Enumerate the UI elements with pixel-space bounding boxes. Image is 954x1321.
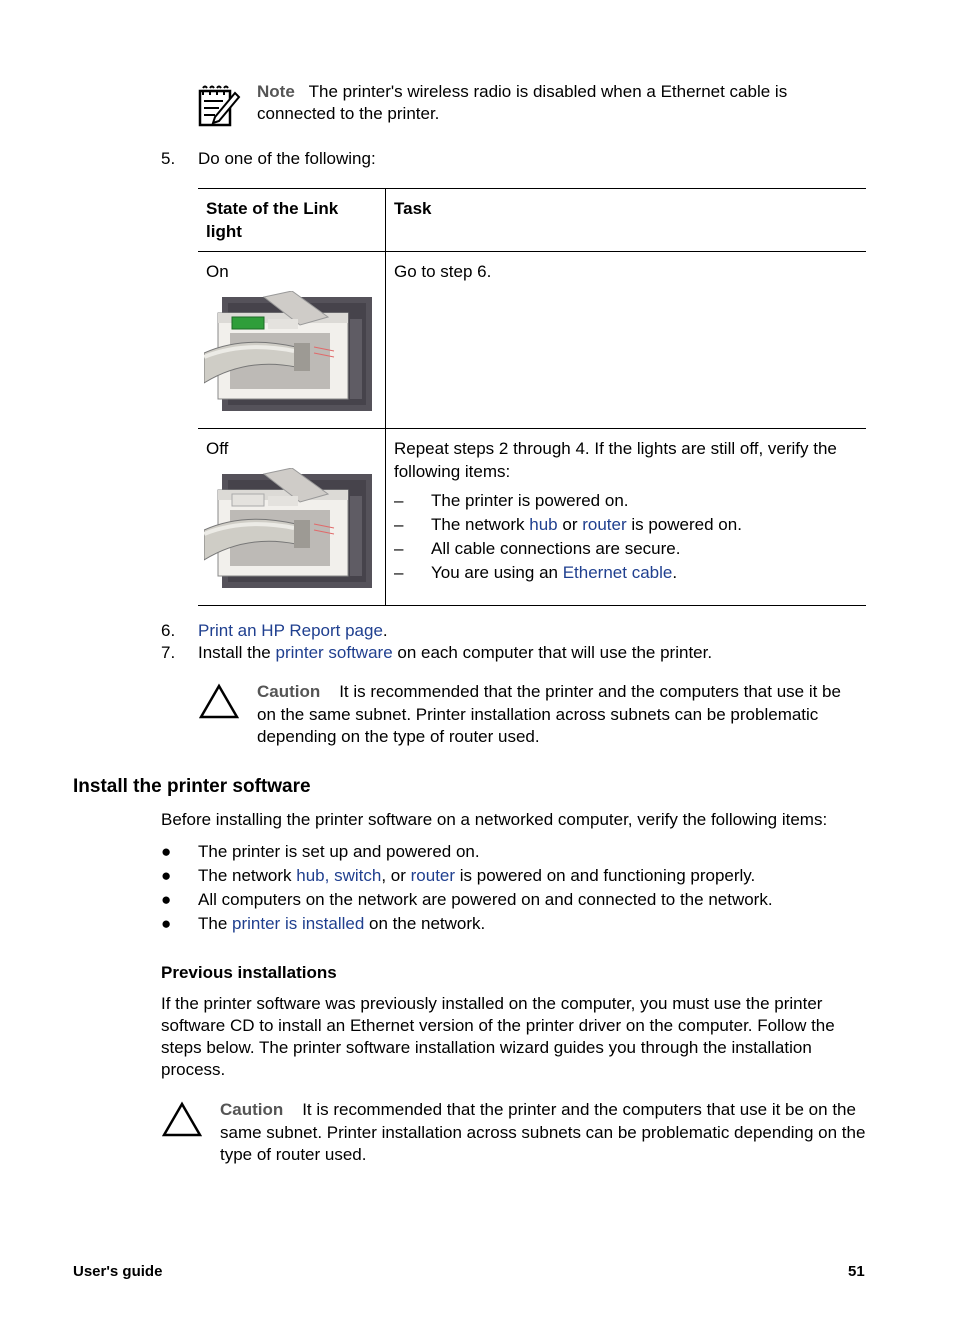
step-text bbox=[198, 620, 388, 642]
requirements-list bbox=[161, 840, 861, 936]
item-text: The network bbox=[431, 515, 530, 534]
step-number: 5. bbox=[161, 149, 176, 168]
caution-icon bbox=[199, 683, 239, 725]
list-item bbox=[394, 537, 858, 561]
step-number: 7. bbox=[161, 643, 176, 662]
list-item bbox=[394, 561, 858, 585]
step-number: 6. bbox=[161, 621, 176, 640]
section-intro: Before installing the printer software on a networked computer, verify the following items: bbox=[161, 810, 828, 829]
printer-installed-link[interactable]: printer is installed bbox=[232, 914, 365, 933]
state-cell-off bbox=[198, 429, 386, 606]
dash-mark: – bbox=[394, 515, 404, 534]
state-off-label: Off bbox=[206, 439, 229, 458]
task-off-intro: Repeat steps 2 through 4. If the lights are still off, verify the following items: bbox=[394, 439, 837, 481]
dash-mark: – bbox=[394, 539, 404, 558]
router-link[interactable]: router bbox=[582, 515, 627, 534]
header-state: State of the Link light bbox=[198, 189, 386, 252]
task-cell-off bbox=[386, 429, 867, 606]
bullet-mark: ● bbox=[161, 914, 172, 933]
item-text: The printer is powered on. bbox=[431, 491, 629, 510]
task-cell-on: Go to step 6. bbox=[394, 262, 492, 281]
note-text: The printer's wireless radio is disabled when a Ethernet cable is connected to the printer. bbox=[257, 82, 788, 123]
table-row bbox=[198, 252, 866, 429]
previous-installations-text: If the printer software was previously installed on the computer, you must use the printer software CD to install an Ethernet version of the printer driver on the computer. Follow the steps below. The printer software installation wizard guides you through the installation process. bbox=[161, 994, 835, 1079]
page-number: 51 bbox=[848, 1263, 865, 1280]
item-text: . bbox=[672, 563, 678, 582]
item-text: is powered on. bbox=[626, 515, 742, 534]
caution-block bbox=[220, 1099, 868, 1167]
hub-link[interactable]: hub bbox=[529, 515, 558, 534]
item-text: The bbox=[198, 914, 233, 933]
bullet-mark: ● bbox=[161, 890, 172, 909]
item-text: All computers on the network are powered on and connected to the network. bbox=[198, 890, 773, 909]
caution-icon bbox=[162, 1101, 202, 1143]
caution-text: It is recommended that the printer and the computers that use it be on the same subnet. Printer installation across subnets can be problematic depending on the type of router used. bbox=[220, 1100, 866, 1164]
list-item bbox=[161, 840, 861, 864]
item-text: You are using an bbox=[431, 563, 563, 582]
table-row bbox=[198, 429, 866, 606]
step-text-post: on each computer that will use the printer. bbox=[392, 643, 713, 662]
section-heading: Install the printer software bbox=[73, 776, 311, 797]
state-on-label: On bbox=[206, 262, 229, 281]
dash-mark: – bbox=[394, 491, 404, 510]
bullet-mark: ● bbox=[161, 842, 172, 861]
caution-label: Caution bbox=[220, 1100, 284, 1119]
item-text: The network bbox=[198, 866, 297, 885]
ethernet-cable-link[interactable]: Ethernet cable bbox=[562, 563, 673, 582]
dash-mark: – bbox=[394, 563, 404, 582]
subsection-heading: Previous installations bbox=[161, 963, 337, 982]
router-link[interactable]: router bbox=[410, 866, 456, 885]
hub-link[interactable]: hub bbox=[296, 866, 325, 885]
item-text: is powered on and functioning properly. bbox=[455, 866, 756, 885]
bullet-mark: ● bbox=[161, 866, 172, 885]
note-label: Note bbox=[257, 82, 295, 101]
list-item bbox=[161, 864, 861, 888]
switch-link[interactable]: switch bbox=[334, 866, 382, 885]
list-item bbox=[161, 888, 861, 912]
item-text: The printer is set up and powered on. bbox=[198, 842, 480, 861]
punctuation: . bbox=[382, 621, 388, 640]
printer-image-on bbox=[204, 291, 377, 417]
step-text: Do one of the following: bbox=[198, 149, 376, 168]
printer-software-link[interactable]: printer software bbox=[275, 643, 393, 662]
item-text: All cable connections are secure. bbox=[431, 539, 681, 558]
caution-label: Caution bbox=[257, 682, 321, 701]
state-cell-on bbox=[198, 252, 386, 429]
table-header-row bbox=[198, 189, 866, 252]
separator: , or bbox=[381, 866, 411, 885]
note-block bbox=[257, 81, 857, 125]
hp-report-page-link[interactable]: Print an HP Report page bbox=[198, 621, 383, 640]
step-text bbox=[198, 642, 712, 664]
list-item bbox=[394, 513, 858, 537]
note-icon bbox=[197, 84, 241, 128]
link-light-table bbox=[198, 188, 866, 606]
caution-block bbox=[257, 681, 862, 749]
checklist bbox=[394, 489, 858, 585]
item-text: or bbox=[557, 515, 583, 534]
step-text-pre: Install the bbox=[198, 643, 276, 662]
separator: , bbox=[324, 866, 335, 885]
header-task: Task bbox=[394, 199, 432, 218]
footer-title: User's guide bbox=[73, 1263, 163, 1280]
item-text: on the network. bbox=[364, 914, 486, 933]
caution-text: It is recommended that the printer and the computers that use it be on the same subnet. Printer installation across subnets can be problematic depending on the type of router used. bbox=[257, 682, 841, 746]
list-item bbox=[394, 489, 858, 513]
list-item bbox=[161, 912, 861, 936]
printer-image-off bbox=[204, 468, 377, 594]
